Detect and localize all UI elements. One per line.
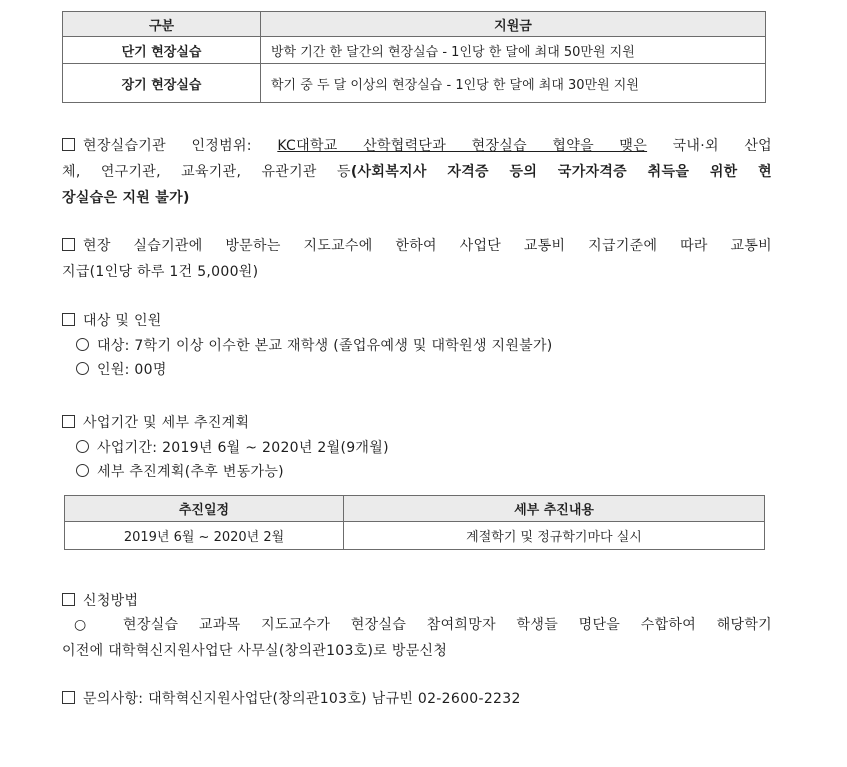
period-plan: 세부 추진계획(추후 변동가능) — [76, 460, 284, 484]
scope-underlined: KC대학교 산학협력단과 현장실습 협약을 맺은 — [277, 138, 648, 154]
apply-paragraph — [62, 612, 772, 664]
period-title: 사업기간 및 세부 추진계획 — [62, 410, 772, 436]
circle-bullet-icon — [76, 338, 89, 351]
scope-paragraph — [62, 133, 772, 211]
apply-line-1: ○ 현장실습 교과목 지도교수가 현장실습 참여희망자 학생들 명단을 수합하여 해당학기 — [74, 617, 772, 633]
row-desc: 방학 기간 한 달간의 현장실습 - 1인당 한 달에 최대 50만원 지원 — [261, 37, 766, 64]
row-schedule: 2019년 6월 ~ 2020년 2월 — [65, 522, 344, 550]
scope-line-1: 현장실습기관 인정범위: KC대학교 산학협력단과 현장실습 협약을 맺은 국내·외 산업 — [62, 133, 772, 159]
target-title: 대상 및 인원 — [62, 308, 772, 334]
target-subject: 대상: 7학기 이상 이수한 본교 재학생 (졸업유예생 및 대학원생 지원불가) — [76, 334, 553, 358]
plan-table — [64, 495, 765, 550]
scope-line-3: 장실습은 지원 불가) — [62, 190, 190, 206]
table-header-amount: 지원금 — [261, 12, 766, 37]
circle-bullet-icon — [76, 362, 89, 375]
table-row — [65, 522, 765, 550]
support-amount-table — [62, 11, 766, 103]
period-duration: 사업기간: 2019년 6월 ~ 2020년 2월(9개월) — [76, 436, 389, 460]
apply-title: 신청방법 — [62, 588, 772, 614]
table-header-type: 구분 — [63, 12, 261, 37]
table-header-schedule: 추진일정 — [65, 496, 344, 522]
row-type: 장기 현장실습 — [63, 64, 261, 103]
target-count: 인원: 00명 — [76, 358, 167, 382]
checkbox-square-icon — [62, 138, 75, 151]
circle-bullet-icon — [76, 440, 89, 453]
checkbox-square-icon — [62, 238, 75, 251]
table-header-content: 세부 추진내용 — [344, 496, 765, 522]
row-type: 단기 현장실습 — [63, 37, 261, 64]
transport-line-2: 지급(1인당 하루 1건 5,000원) — [62, 264, 259, 280]
table-row — [63, 64, 766, 103]
circle-bullet-icon — [76, 464, 89, 477]
row-desc: 학기 중 두 달 이상의 현장실습 - 1인당 한 달에 최대 30만원 지원 — [261, 64, 766, 103]
row-content: 계절학기 및 정규학기마다 실시 — [344, 522, 765, 550]
contact-info: 문의사항: 대학혁신지원사업단(창의관103호) 남규빈 02-2600-2232 — [62, 686, 772, 712]
checkbox-square-icon — [62, 313, 75, 326]
checkbox-square-icon — [62, 415, 75, 428]
scope-line-2: 체, 연구기관, 교육기관, 유관기관 등(사회복지사 자격증 등의 국가자격증 취득을 위한 현 — [62, 164, 772, 180]
table-row — [63, 37, 766, 64]
transport-paragraph — [62, 233, 772, 285]
transport-line-1: 현장 실습기관에 방문하는 지도교수에 한하여 사업단 교통비 지급기준에 따라 교통비 — [62, 233, 772, 259]
checkbox-square-icon — [62, 593, 75, 606]
apply-line-2: 이전에 대학혁신지원사업단 사무실(창의관103호)로 방문신청 — [62, 643, 448, 659]
checkbox-square-icon — [62, 691, 75, 704]
